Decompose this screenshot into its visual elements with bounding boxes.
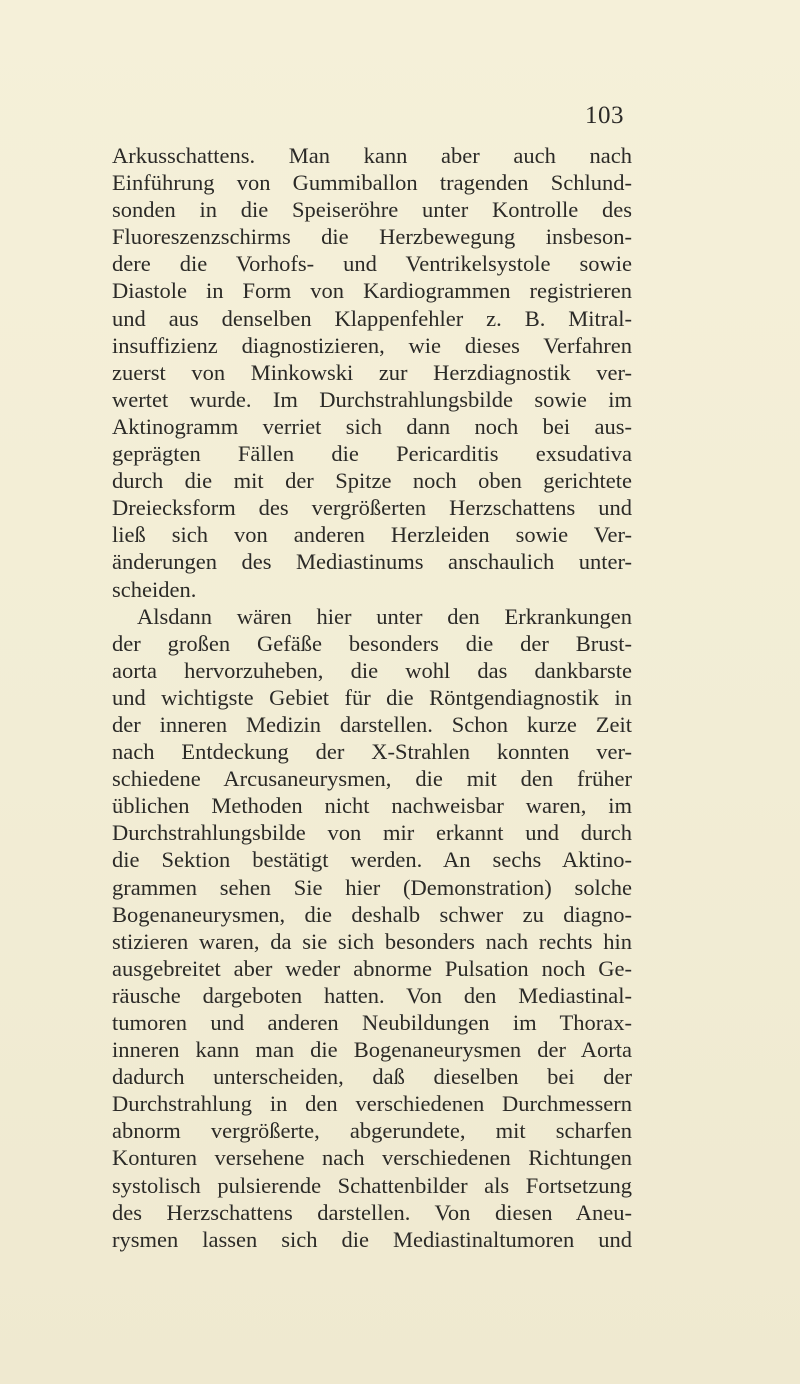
body-text	[112, 142, 632, 1253]
text-line: und aus denselben Klappenfehler z. B. Mitral-	[112, 305, 632, 331]
text-line: systolisch pulsierende Schattenbilder als Fortsetzung	[112, 1172, 632, 1198]
text-line: ließ sich von anderen Herzleiden sowie Ver-	[112, 522, 632, 548]
text-line: dere die Vorhofs- und Ventrikelsystole sowie	[112, 251, 632, 277]
text-line: Arkusschattens. Man kann aber auch nach	[112, 143, 632, 168]
text-line: schiedene Arcusaneurysmen, die mit den früher	[112, 766, 632, 792]
text-line: die Sektion bestätigt werden. An sechs Aktino-	[112, 847, 632, 873]
text-line: ausgebreitet aber weder abnorme Pulsation noch Ge-	[112, 955, 632, 981]
paragraph-first-line: Alsdann wären hier unter den Erkrankungen	[137, 603, 632, 629]
text-line: Durchstrahlungsbilde von mir erkannt und durch	[112, 820, 632, 846]
text-line: Dreiecksform des vergrößerten Herzschattens und	[112, 495, 632, 521]
text-line: grammen sehen Sie hier (Demonstration) solche	[112, 874, 632, 900]
text-line: rysmen lassen sich die Mediastinaltumoren und	[112, 1226, 632, 1252]
text-line: inneren kann man die Bogenaneurysmen der Aorta	[112, 1037, 632, 1063]
text-line: räusche dargeboten hatten. Von den Mediastinal-	[112, 982, 632, 1008]
text-line: des Herzschattens darstellen. Von diesen Aneu-	[112, 1199, 632, 1225]
text-line: Aktinogramm verriet sich dann noch bei aus-	[112, 413, 632, 439]
text-line: Konturen versehene nach verschiedenen Richtungen	[112, 1145, 632, 1171]
text-line: nach Entdeckung der X-Strahlen konnten ver-	[112, 739, 632, 765]
text-line: stizieren waren, da sie sich besonders nach rechts hin	[112, 928, 632, 954]
text-line: der inneren Medizin darstellen. Schon kurze Zeit	[112, 711, 632, 737]
text-line: tumoren und anderen Neubildungen im Thorax-	[112, 1010, 632, 1035]
text-line: wertet wurde. Im Durchstrahlungsbilde sowie im	[112, 386, 632, 412]
text-line: Fluoreszenzschirms die Herzbewegung insbeson-	[112, 224, 632, 250]
text-line: und wichtigste Gebiet für die Röntgendiagnostik in	[112, 684, 632, 710]
text-line: dadurch unterscheiden, daß dieselben bei der	[112, 1064, 632, 1090]
text-line: abnorm vergrößerte, abgerundete, mit scharfen	[112, 1118, 632, 1144]
text-line: änderungen des Mediastinums anschaulich unter-	[112, 549, 632, 575]
text-line: insuffizienz diagnostizieren, wie dieses Verfahren	[112, 332, 632, 358]
text-line: Bogenaneurysmen, die deshalb schwer zu diagno-	[112, 901, 632, 927]
page-number: 103	[585, 102, 624, 129]
text-line: geprägten Fällen die Pericarditis exsudativa	[112, 441, 632, 467]
text-line: aorta hervorzuheben, die wohl das dankbarste	[112, 657, 632, 683]
text-line: Diastole in Form von Kardiogrammen registrieren	[112, 278, 632, 304]
text-line: der großen Gefäße besonders die der Brust-	[112, 630, 632, 656]
text-line: sonden in die Speiseröhre unter Kontrolle des	[112, 197, 632, 223]
text-line: Einführung von Gummiballon tragenden Schlund-	[112, 170, 632, 196]
text-line: üblichen Methoden nicht nachweisbar waren, im	[112, 793, 632, 819]
text-line: scheiden.	[112, 576, 197, 602]
text-line: zuerst von Minkowski zur Herzdiagnostik ver-	[112, 359, 632, 385]
text-line: durch die mit der Spitze noch oben gerichtete	[112, 468, 632, 494]
text-line: Durchstrahlung in den verschiedenen Durchmessern	[112, 1091, 632, 1117]
